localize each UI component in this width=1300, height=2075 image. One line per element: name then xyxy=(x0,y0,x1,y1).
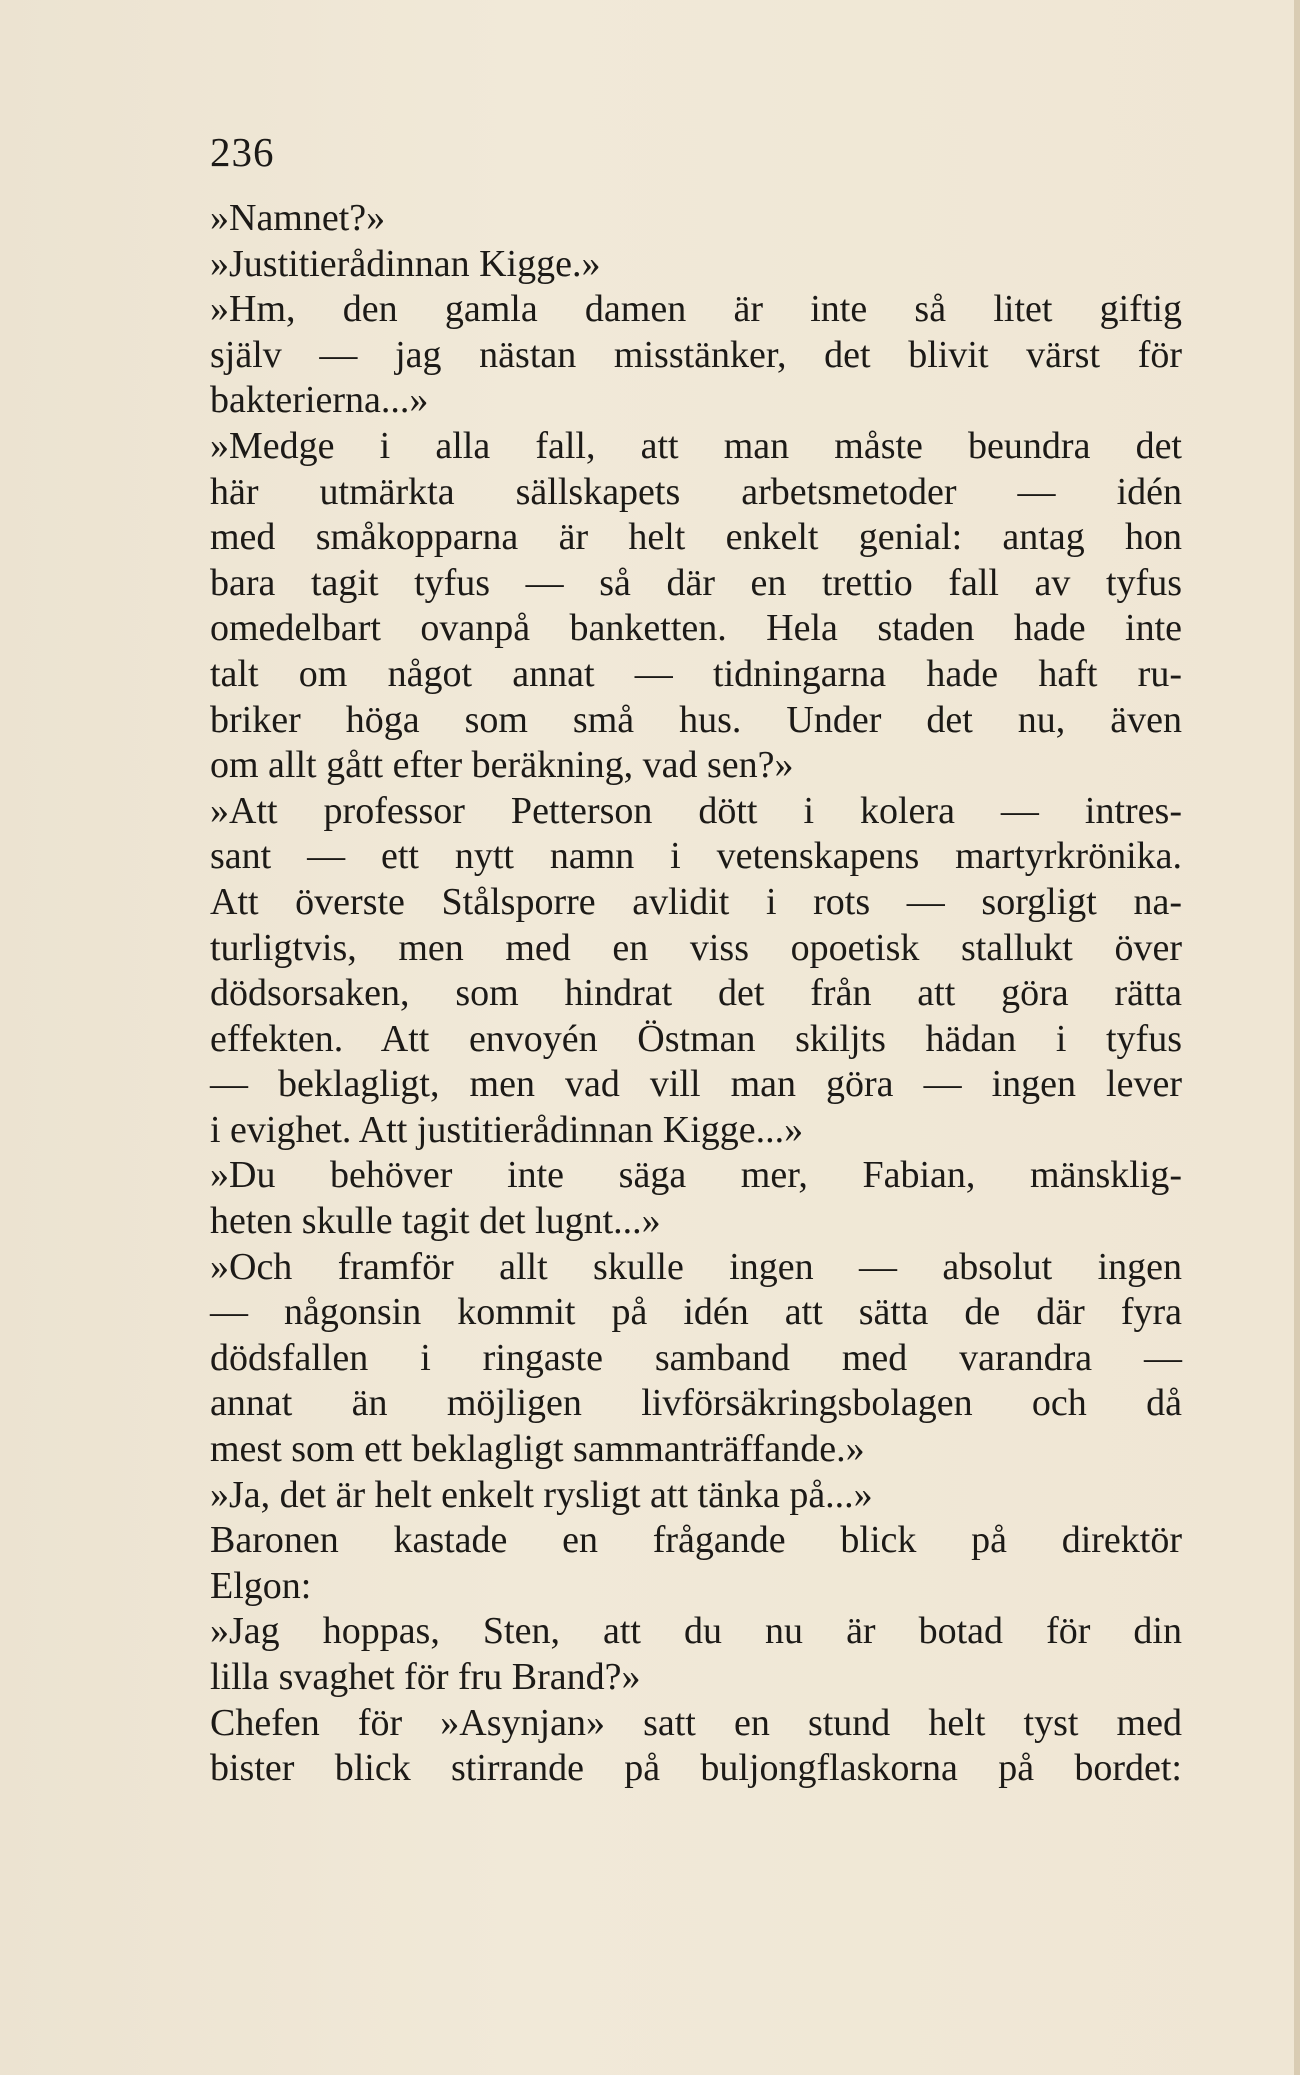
text-line: Att överste Stålsporre avlidit i rots — sorgligt na- xyxy=(210,880,1182,923)
text-line: »Medge i alla fall, att man måste beundra det xyxy=(210,424,1182,467)
text-line: — beklagligt, men vad vill man göra — ingen lever xyxy=(210,1063,1182,1106)
text-line: om allt gått efter beräkning, vad sen?» xyxy=(210,744,794,787)
text-line: turligtvis, men med en viss opoetisk stallukt över xyxy=(210,926,1182,969)
text-line: »Att professor Petterson dött i kolera — intres- xyxy=(210,789,1182,832)
text-line: här utmärkta sällskapets arbetsmetoder — idén xyxy=(210,470,1182,513)
text-line: i evighet. Att justitierådinnan Kigge...» xyxy=(210,1108,804,1151)
text-line: effekten. Att envoyén Östman skiljts hädan i tyfus xyxy=(210,1017,1182,1060)
text-line: »Jag hoppas, Sten, att du nu är botad för din xyxy=(210,1610,1182,1653)
body-text xyxy=(210,196,1182,1792)
text-line: heten skulle tagit det lugnt...» xyxy=(210,1200,661,1243)
text-line: »Och framför allt skulle ingen — absolut ingen xyxy=(210,1245,1182,1288)
text-line: bakterierna...» xyxy=(210,379,429,422)
text-line: bara tagit tyfus — så där en trettio fall av tyfus xyxy=(210,561,1182,604)
text-line: »Ja, det är helt enkelt rysligt att tänka på...» xyxy=(210,1473,873,1516)
text-line: Elgon: xyxy=(210,1564,312,1607)
text-line: »Justitierådinnan Kigge.» xyxy=(210,242,601,285)
text-line: »Namnet?» xyxy=(210,197,386,239)
text-line: mest som ett beklagligt sammanträffande.» xyxy=(210,1428,865,1471)
text-line: annat än möjligen livförsäkringsbolagen och då xyxy=(210,1382,1182,1425)
text-line: »Hm, den gamla damen är inte så litet giftig xyxy=(210,288,1182,331)
text-line: »Du behöver inte säga mer, Fabian, mänsklig- xyxy=(210,1154,1182,1197)
text-line: — någonsin kommit på idén att sätta de där fyra xyxy=(210,1291,1182,1334)
text-line: lilla svaghet för fru Brand?» xyxy=(210,1656,641,1698)
text-line: talt om något annat — tidningarna hade haft ru- xyxy=(210,652,1182,695)
text-line: dödsfallen i ringaste samband med varandra — xyxy=(210,1336,1182,1379)
text-line: bister blick stirrande på buljongflaskorna på bordet: xyxy=(210,1747,1182,1790)
text-line: dödsorsaken, som hindrat det från att göra rätta xyxy=(210,972,1182,1015)
text-line: briker höga som små hus. Under det nu, även xyxy=(210,698,1182,741)
text-line: Baronen kastade en frågande blick på direktör xyxy=(210,1519,1182,1562)
text-line: Chefen för »Asynjan» satt en stund helt tyst med xyxy=(210,1701,1182,1744)
text-line: sant — ett nytt namn i vetenskapens martyrkrönika. xyxy=(210,835,1182,878)
text-line: själv — jag nästan misstänker, det blivit värst för xyxy=(210,333,1182,376)
text-line: omedelbart ovanpå banketten. Hela staden hade inte xyxy=(210,607,1182,650)
text-line: med småkopparna är helt enkelt genial: antag hon xyxy=(210,516,1182,559)
page-number: 236 xyxy=(210,129,275,175)
page-edge xyxy=(1294,0,1300,2075)
